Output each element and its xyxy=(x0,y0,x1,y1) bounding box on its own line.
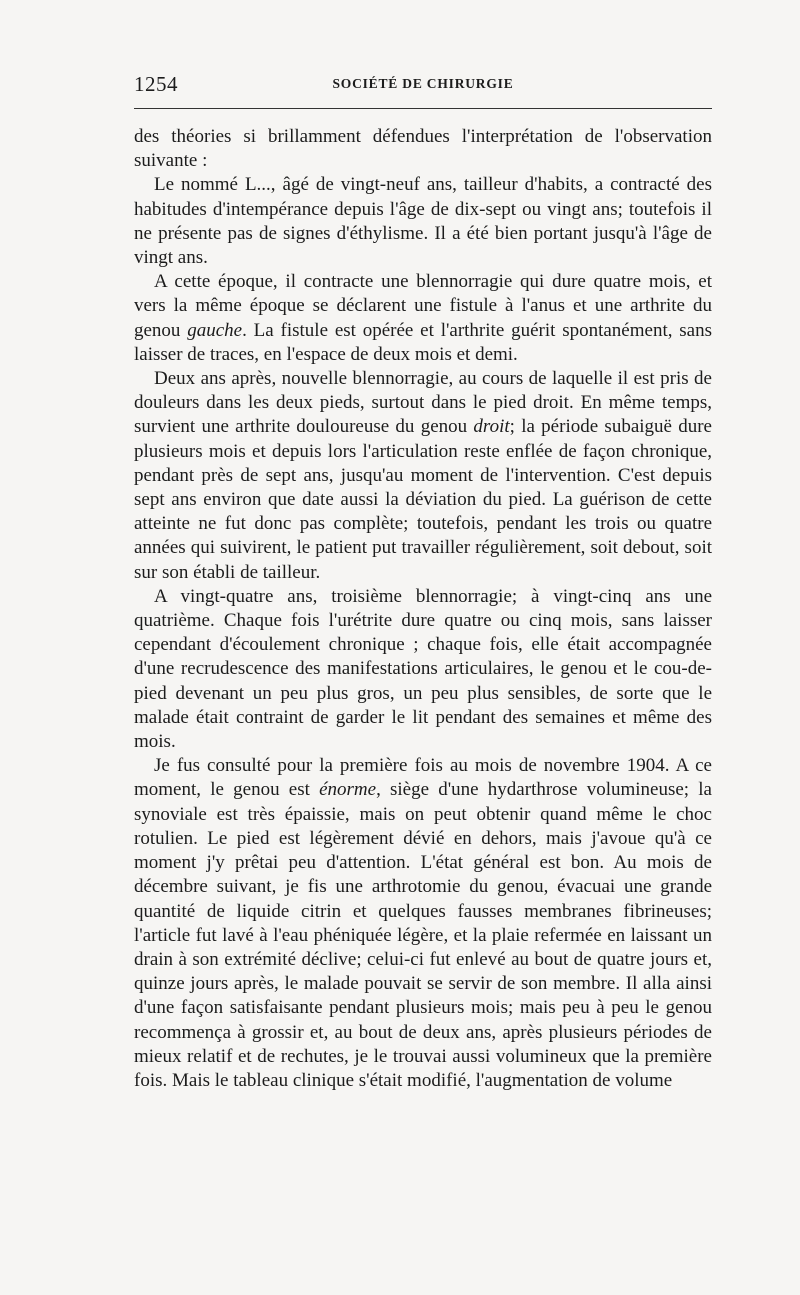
paragraph-text: A vingt-quatre ans, troisième blennorragie; à vingt-cinq ans une quatrième. Chaque fois l'urétrite dure quatre ou cinq mois, sans laisser cependant d'écoulement chronique ; chaque fois, elle était accompagnée d'une recrudescence des manifestations articulaires, le genou et le cou-de-pied devenant un peu plus gros, un peu plus sensibles, de sorte que le malade était contraint de garder le lit pendant des semaines et même des mois. xyxy=(134,585,712,753)
paragraph-p3 xyxy=(134,270,712,367)
italic-text: gauche xyxy=(187,319,243,341)
paragraph-p6 xyxy=(134,754,712,1093)
page-number: 1254 xyxy=(134,72,178,96)
paragraph-p5 xyxy=(134,585,712,754)
paragraph-p4 xyxy=(134,367,712,585)
paragraph-p2 xyxy=(134,173,712,270)
italic-text: énorme xyxy=(319,779,377,801)
paragraph-p1 xyxy=(134,125,712,173)
header-rule xyxy=(134,108,712,109)
paragraph-text: ; la période subaiguë dure plusieurs mois et depuis lors l'articulation reste enflée de façon chronique, pendant près de sept ans, jusqu'au moment de l'intervention. C'est depuis sept ans environ que date aussi la déviation du pied. La guérison de cette atteinte ne fut donc pas complète; toutefois, pendant les trois ou quatre années qui suivirent, le patient put travailler régulièrement, soit debout, soit sur son établi de tailleur. xyxy=(134,416,712,583)
page-header xyxy=(134,72,712,100)
paragraph-text: A cette époque, il contracte une blennorragie qui dure quatre mois, et vers la même époque se déclarent une fistule à l'anus et une arthrite du genou xyxy=(134,271,712,341)
paragraph-text: des théories si brillamment défendues l'interprétation de l'observation suivante : xyxy=(134,126,712,172)
paragraph-text: . La fistule est opérée et l'arthrite guérit spontanément, sans laisser de traces, en l'espace de deux mois et demi. xyxy=(134,319,712,365)
paragraph-text: Le nommé L..., âgé de vingt-neuf ans, tailleur d'habits, a contracté des habitudes d'intempérance depuis l'âge de dix-sept ou vingt ans; toutefois il ne présente pas de signes d'éthylisme. Il a été bien portant jusqu'à l'âge de vingt ans. xyxy=(134,174,712,269)
paragraph-text: Deux ans après, nouvelle blennorragie, au cours de laquelle il est pris de douleurs dans les deux pieds, surtout dans le pied droit. En même temps, survient une arthrite douloureuse du genou xyxy=(134,368,712,438)
italic-text: droit xyxy=(473,416,510,438)
running-title: SOCIÉTÉ DE CHIRURGIE xyxy=(332,76,514,91)
paragraph-text: , siège d'une hydarthrose volumineuse; la synoviale est très épaissie, mais on peut obtenir quand même le choc rotulien. Le pied est légèrement dévié en dehors, mais j'avoue qu'à ce moment j'y prêtai peu d'attention. L'état général est bon. Au mois de décembre suivant, je fis une arthrotomie du genou, évacuai une grande quantité de liquide citrin et quelques fausses membranes fibrineuses; l'article fut lavé à l'eau phéniquée légère, et la plaie refermée en laissant un drain à son extrémité déclive; celui-ci fut enlevé au bout de quatre jours et, quinze jours après, le malade pouvait se servir de son membre. Il alla ainsi d'une façon satisfaisante pendant plusieurs mois; mais peu à peu le genou recommença à grossir et, au bout de deux ans, après plusieurs périodes de mieux relatif et de rechutes, je le trouvai aussi volumineux que la première fois. Mais le tableau clinique s'était modifié, l'augmentation de volume xyxy=(134,779,712,1091)
body-text xyxy=(134,125,712,1093)
paragraph-text: Je fus consulté pour la première fois au mois de novembre 1904. A ce moment, le genou est xyxy=(134,755,712,801)
